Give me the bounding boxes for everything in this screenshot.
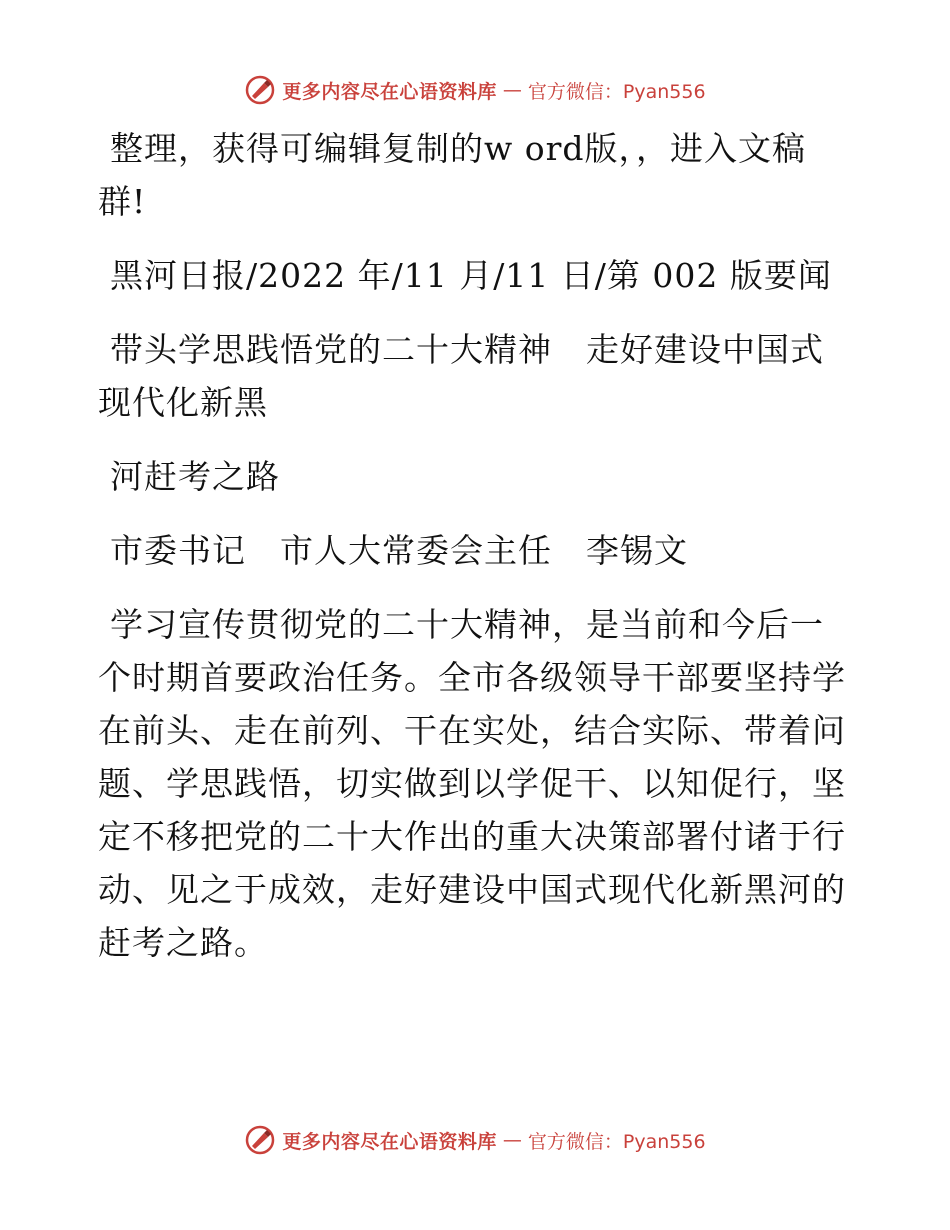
watermark-promo-text: 更多内容尽在心语资料库 (282, 80, 497, 103)
author-line: 市委书记 市人大常委会主任 李锡文 (110, 531, 688, 570)
article-title: 带头学思践悟党的二十大精神 走好建设中国式现代化新黑 (98, 330, 824, 422)
watermark-promo-text: 更多内容尽在心语资料库 (282, 1130, 497, 1153)
watermark-contact-text: 官方微信：Pyan556 (527, 1130, 706, 1153)
body-paragraph: 学习宣传贯彻党的二十大精神，是当前和今后一个时期首要政治任务。全市各级领导干部要坚持学在前头、走在前列、干在实处，结合实际、带着问题、学思践悟，切实做到以学促干、以知促行，坚定不移把党的二十大作出的重大决策部署付诸于行动、见之于成效，走好建设中国式现代化新黑河的赶考之路。 (98, 605, 846, 962)
intro-note: 整理，获得可编辑复制的w ord版，，进入文稿群! (98, 129, 807, 221)
watermark-separator: — (502, 1129, 522, 1151)
pen-seal-icon (244, 1124, 276, 1156)
source-line: 黑河日报/2022 年/11 月/11 日/第 002 版要闻 (110, 256, 832, 295)
header-watermark (0, 70, 950, 110)
footer-watermark (0, 1120, 950, 1160)
watermark-contact-text: 官方微信：Pyan556 (527, 80, 706, 103)
pen-seal-icon (244, 74, 276, 106)
article-title-continued: 河赶考之路 (110, 457, 280, 496)
document-body (98, 122, 850, 990)
watermark-separator: — (502, 79, 522, 101)
